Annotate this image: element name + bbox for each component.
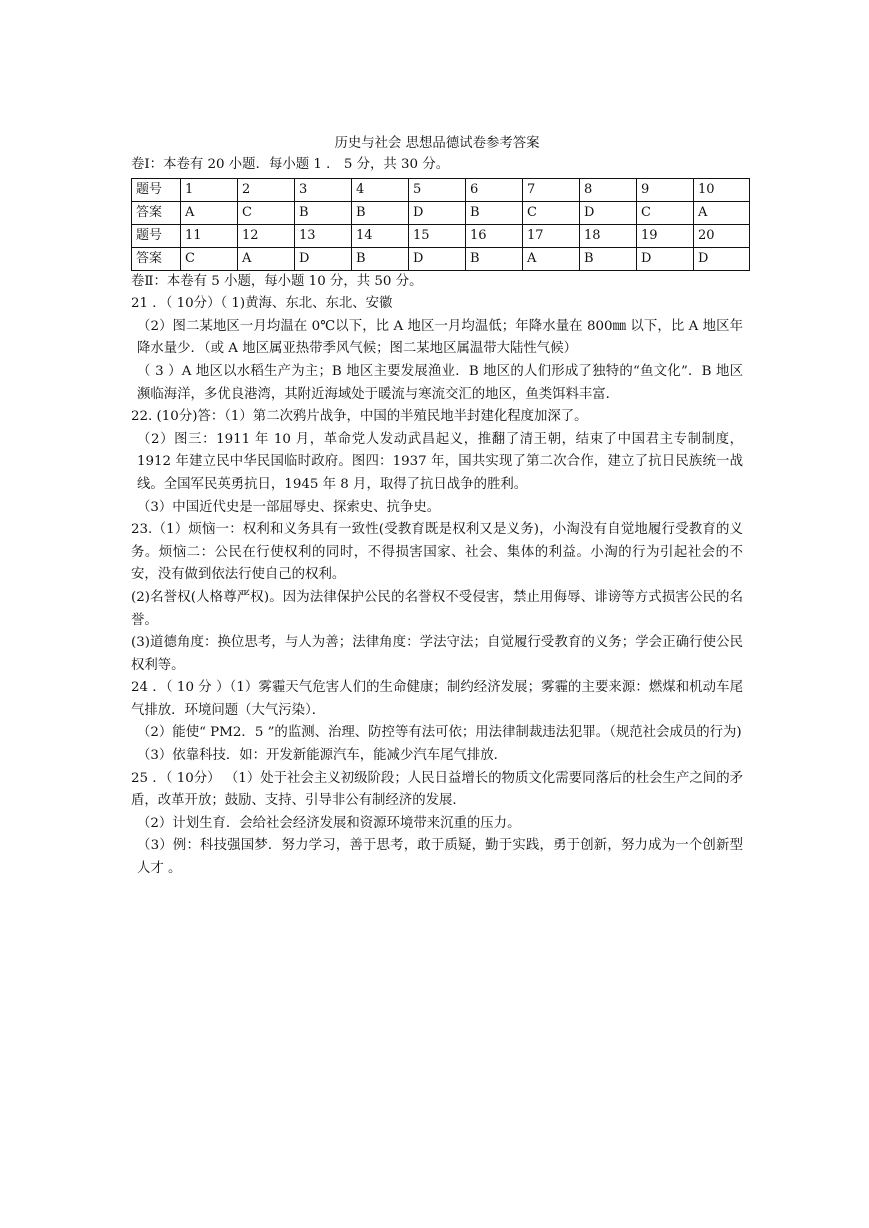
answer-cell: B <box>466 201 523 224</box>
answer-paragraph: 24 ．（ 10 分 ）（1）雾霾天气危害人们的生命健康；制约经济发展；雾霾的主要来源：燃煤和机动车尾气排放．环境问题（大气污染）． <box>131 680 743 718</box>
answer-cell: A <box>523 247 580 270</box>
question-number-cell: 16 <box>466 224 523 247</box>
answer-cell: D <box>694 247 750 270</box>
question-number-cell: 15 <box>409 224 466 247</box>
question-number-cell: 2 <box>238 178 295 201</box>
answer-paragraph: （3）依靠科技．如：开发新能源汽车，能减少汽车尾气排放． <box>137 748 508 764</box>
answer-paragraph: 23.（1）烦恼一：权利和义务具有一致性(受教育既是权利又是义务)，小淘没有自觉地履行受教育的义务。烦恼二：公民在行使权利的同时，不得损害国家、社会、集体的利益。小淘的行为引起社会的不安，没有做到依法行使自己的权利。 <box>131 522 743 583</box>
question-number-cell: 1 <box>181 178 238 201</box>
question-number-cell: 7 <box>523 178 580 201</box>
question-number-cell: 12 <box>238 224 295 247</box>
part2-heading: 卷Ⅱ：本卷有 5 小题，每小题 10 分，共 50 分。 <box>131 273 423 289</box>
document-title: 历史与社会 思想品德试卷参考答案 <box>334 136 540 151</box>
answer-table <box>131 178 750 271</box>
question-number-cell: 17 <box>523 224 580 247</box>
question-number-row <box>132 178 750 201</box>
answer-paragraph: （ 3 ）A 地区以水稻生产为主；B 地区主要发展渔业．B 地区的人们形成了独特的“鱼文化”．B 地区濒临海洋，多优良港湾，其附近海域处于暖流与寒流交汇的地区，鱼类饵料丰富． <box>137 363 743 402</box>
answer-cell: C <box>637 201 694 224</box>
question-number-cell: 10 <box>694 178 750 201</box>
question-number-row <box>132 224 750 247</box>
answer-cell: D <box>295 247 352 270</box>
question-number-cell: 9 <box>637 178 694 201</box>
row-header-cell: 题号 <box>132 178 181 201</box>
row-header-cell: 答案 <box>132 247 181 270</box>
answer-paragraph: （3）例：科技强国梦．努力学习，善于思考，敢于质疑，勤于实践，勇于创新，努力成为一个创新型人才 。 <box>137 838 743 877</box>
answer-cell: A <box>694 201 750 224</box>
row-header-cell: 答案 <box>132 201 181 224</box>
answer-paragraph: 22. (10分)答：（1）第二次鸦片战争，中国的半殖民地半封建化程度加深了。 <box>131 409 588 425</box>
answer-sheet-document <box>131 134 743 881</box>
question-number-cell: 11 <box>181 224 238 247</box>
part2-answers <box>131 293 743 880</box>
question-number-cell: 19 <box>637 224 694 247</box>
question-number-cell: 13 <box>295 224 352 247</box>
answer-cell: C <box>523 201 580 224</box>
question-number-cell: 8 <box>580 178 637 201</box>
question-number-cell: 4 <box>352 178 409 201</box>
answer-cell: B <box>352 201 409 224</box>
answer-cell: B <box>466 247 523 270</box>
answer-cell: B <box>580 247 637 270</box>
answer-paragraph: (3)道德角度：换位思考，与人为善；法律角度：学法守法；自觉履行受教育的义务；学会正确行使公民权利等。 <box>131 635 743 673</box>
answer-cell: C <box>238 201 295 224</box>
answer-paragraph: (2)名誉权(人格尊严权)。因为法律保护公民的名誉权不受侵害，禁止用侮辱、诽谤等方式损害公民的名誉。 <box>131 589 743 628</box>
answer-cell: C <box>181 247 238 270</box>
part1-heading: 卷Ⅰ：本卷有 20 小题．每小题 1 ． 5 分，共 30 分。 <box>131 157 450 172</box>
answer-cell: A <box>181 201 238 224</box>
answer-cell: D <box>580 201 637 224</box>
answer-paragraph: 25 ．（ 10分） （1）处于社会主义初级阶段；人民日益增长的物质文化需要同落后的杜会生产之间的矛盾，改革开放；鼓励、支持、引导非公有制经济的发展． <box>131 770 743 809</box>
answer-cell: B <box>295 201 352 224</box>
answer-row <box>132 201 750 224</box>
answer-paragraph: （3）中国近代史是一部屈辱史、探索史、抗争史。 <box>137 499 441 515</box>
question-number-cell: 20 <box>694 224 750 247</box>
answer-cell: B <box>352 247 409 270</box>
answer-paragraph: （2）图二某地区一月均温在 0℃以下，比 A 地区一月均温低；年降水量在 800㎜ 以下，比 A 地区年降水量少．（或 A 地区属亚热带季风气候；图二某地区属温带大陆性气候） <box>137 318 743 357</box>
question-number-cell: 18 <box>580 224 637 247</box>
question-number-cell: 14 <box>352 224 409 247</box>
answer-table-body <box>132 178 750 270</box>
answer-cell: D <box>409 247 466 270</box>
answer-cell: D <box>637 247 694 270</box>
answer-paragraph: 21 ．（ 10分）（ 1)黄海、东北、东北、安徽 <box>131 296 393 312</box>
answer-cell: A <box>238 247 295 270</box>
answer-paragraph: （2）计划生育．会给社会经济发展和资源环境带来沉重的压力。 <box>137 815 521 831</box>
answer-cell: D <box>409 201 466 224</box>
question-number-cell: 5 <box>409 178 466 201</box>
answer-paragraph: （2）图三：1911 年 10 月，革命党人发动武昌起义，推翻了清王朝，结束了中国君主专制制度，1912 年建立民中华民国临时政府。图四：1937 年，国共实现了第二次合作，建立了抗日民族统一战线。全国军民英勇抗日，1945 年 8 月，取得了抗日战争的胜利。 <box>137 431 743 492</box>
question-number-cell: 3 <box>295 178 352 201</box>
question-number-cell: 6 <box>466 178 523 201</box>
answer-paragraph: （2）能使“ PM2．5 ”的监测、治理、防控等有法可依；用法律制裁违法犯罪。（规范社会成员的行为) <box>137 725 742 741</box>
answer-row <box>132 247 750 270</box>
row-header-cell: 题号 <box>132 224 181 247</box>
